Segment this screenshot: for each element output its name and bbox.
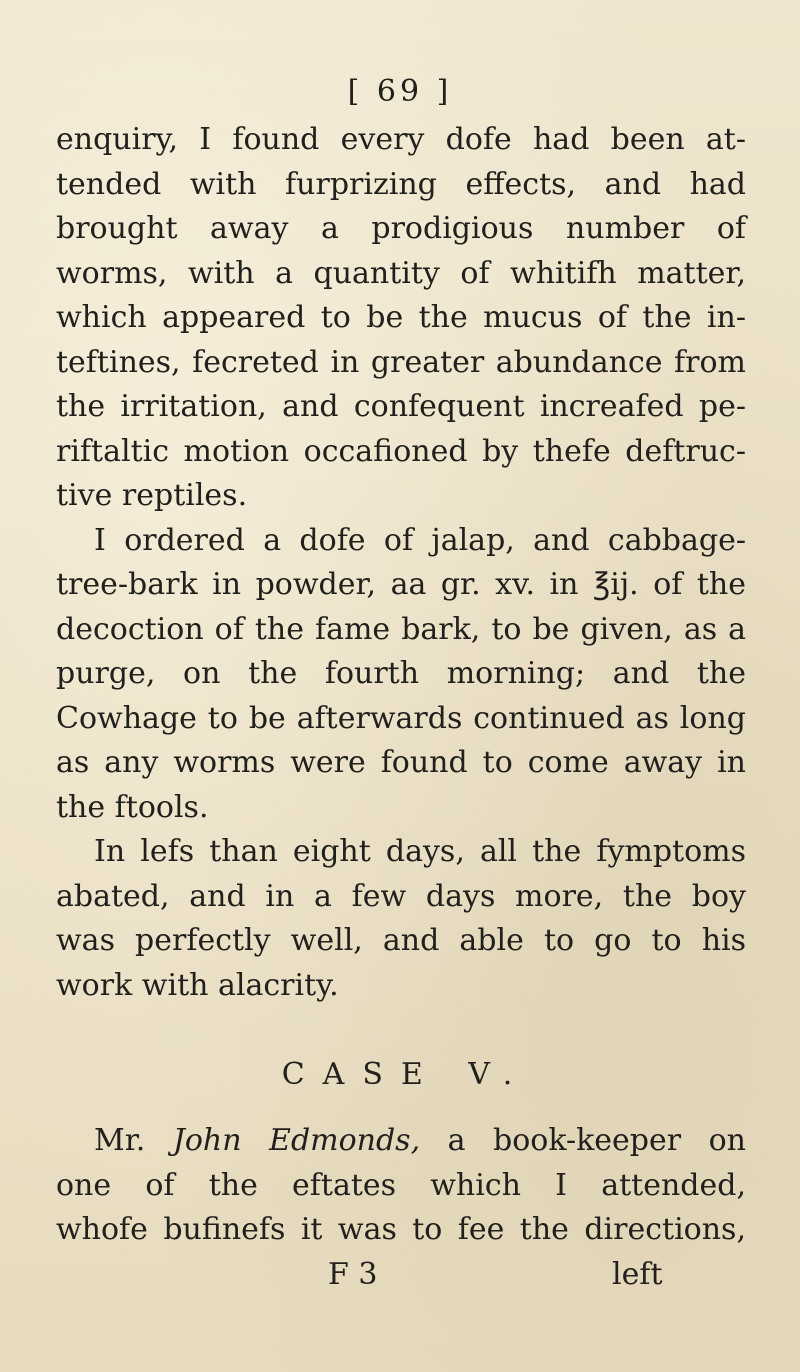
text-line: was perfectly well, and able to go to his — [56, 923, 746, 958]
text-line: In lefs than eight days, all the fymptoms — [94, 834, 746, 869]
text-line: the ftools. — [56, 789, 209, 825]
signature-mark: F 3 — [328, 1256, 378, 1292]
spacer — [56, 1008, 746, 1053]
person-name: John Edmonds, — [172, 1123, 421, 1158]
text-line: decoction of the fame bark, to be given, as a — [56, 611, 746, 647]
case-heading: CASE V. — [281, 1056, 531, 1092]
text-line: whofe bufinefs it was to fee the directions, — [56, 1212, 746, 1247]
text-line: the irritation, and confequent increafed pe- — [56, 389, 746, 424]
page-number: [ 69 ] — [347, 74, 453, 109]
title-prefix: Mr. — [94, 1123, 146, 1158]
text-line: work with alacrity. — [56, 967, 339, 1003]
spacer — [56, 1097, 746, 1119]
text-line: enquiry, I found every dofe had been at- — [56, 122, 746, 157]
text-line: teftines, fecreted in greater abundance from — [56, 344, 746, 380]
text-line: tree-bark in powder, aa gr. xv. in ℥ij. of the — [56, 567, 746, 602]
text-line: purge, on the fourth morning; and the — [56, 656, 746, 691]
text-line: one of the eftates which I attended, — [56, 1167, 746, 1203]
text-line: abated, and in a few days more, the boy — [56, 878, 746, 914]
text-line: which appeared to be the mucus of the in- — [56, 300, 746, 335]
text-line: tive reptiles. — [56, 478, 248, 513]
text-line: riftaltic motion occafioned by thefe deftruc- — [56, 433, 746, 469]
text-line: worms, with a quantity of whitifh matter, — [56, 255, 746, 291]
text-fragment: a book-keeper on — [447, 1123, 746, 1158]
text-line: as any worms were found to come away in — [56, 745, 746, 780]
text-line-name — [56, 1119, 746, 1164]
page-body — [56, 118, 746, 1297]
footer-row — [56, 1253, 746, 1298]
text-line: tended with furprizing effects, and had — [56, 166, 746, 202]
text-line: I ordered a dofe of jalap, and cabbage- — [94, 522, 746, 558]
catchword: left — [612, 1256, 663, 1292]
text-line: Cowhage to be afterwards continued as long — [56, 700, 746, 736]
text-line: brought away a prodigious number of — [56, 211, 746, 246]
